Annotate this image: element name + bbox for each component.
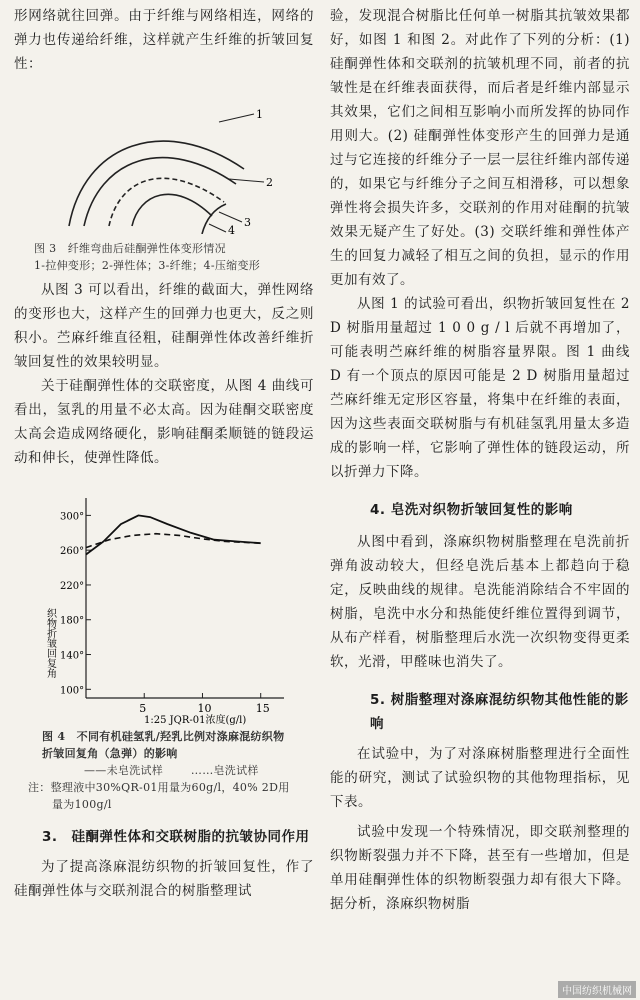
fig3-caption: 图 3 纤维弯曲后硅酮弹性体变形情况 <box>34 242 226 255</box>
fig3-outer-arc <box>69 141 244 226</box>
right-top-paragraph: 验，发现混合树脂比任何单一树脂其抗皱效果都好，如图 1 和图 2。对此作了下列的分析：(1) 硅酮弹性体和交联剂的抗皱机理不同，前者的抗皱性是在纤维表面获得，而后者是纤维内部显示其效果，它们之间相互影响小而所发挥的协同作用则大。(2) 硅酮弹性体变形产生的回弹力是通过与它连接的纤维分子一层一层往纤维内部传递的，如果它与纤维分子之间互相滑移，可以想象弹性将会损失许多，交联剂的作用对硅酮的抗皱效果无疑产生了好处。(3) 交联纤维和弹性体产生的回复力减轻了相互之间的负担，显示的作用更加有效了。 <box>330 8 630 288</box>
legend-dashed: ……皂洗试样 <box>190 764 259 777</box>
fig3-inner-dashed-arc <box>109 178 224 226</box>
x-tick-label: 15 <box>255 702 270 715</box>
fig3-fiber-end <box>202 204 226 234</box>
x-tick-label: 5 <box>139 702 147 715</box>
y-tick-label: 140° <box>60 650 85 662</box>
legend-solid: ——未皂洗试样 <box>84 764 164 777</box>
figure-4 <box>14 488 314 728</box>
fig3-label-1: 1 <box>256 108 263 121</box>
fig4-note-line1: 注：整理液中30%QR-01用量为60g/l，40% 2D用 <box>28 781 290 794</box>
fig3-label-4: 4 <box>228 224 235 234</box>
y-tick-label: 220° <box>60 580 85 592</box>
y-tick-label: 100° <box>60 685 85 697</box>
section-3-title: 3. 硅酮弹性体和交联树脂的抗皱协同作用 <box>42 829 310 845</box>
right-paragraph-2: 从图 1 的试验可看出，织物折皱回复性在 2 D 树脂用量超过 1 0 0 g / l 后就不再增加了，可能表明苎麻纤维的树脂容量界限。图 1 曲线 D 有一个顶点的原因可能是 2 D 树脂用量超过苎麻纤维无定形区容量，将集中在纤维的表面，因为这些表面交联树脂与有机硅氢乳用量太多造成的影响一样，它影响了弹性体的链段运动，所以折弹力下降。 <box>330 296 630 480</box>
right-paragraph-5: 试验中发现一个特殊情况，即交联剂整理的织物断裂强力并不下降，甚至有一些增加，但是单用硅酮弹性体的织物断裂强力却有很大下降。据分析，涤麻织物树脂 <box>330 824 630 912</box>
x-tick-label: 10 <box>197 702 212 715</box>
right-paragraph-4: 在试验中，为了对涤麻树脂整理进行全面性能的研究，测试了试验织物的其他物理指标，见下表。 <box>330 746 630 810</box>
y-axis-label: 织物折皱回复角 <box>44 608 56 678</box>
fig3-label-2: 2 <box>266 176 273 189</box>
section-5-title: 5. 树脂整理对涤麻混纺织物其他性能的影响 <box>370 692 629 732</box>
left-paragraph-3: 为了提高涤麻混纺织物的折皱回复性，作了硅酮弹性体与交联剂混合的树脂整理试 <box>14 859 314 899</box>
fig3-label-3: 3 <box>244 216 251 229</box>
fig4-note-line2: 量为100g/l <box>52 798 112 811</box>
fig4-legend <box>14 762 314 779</box>
fig3-inner-arc <box>132 194 212 226</box>
left-paragraph-2: 关于硅酮弹性体的交联密度，从图 4 曲线可看出，氢乳的用量不必太高。因为硅酮交联密度太高会造成网络硬化，影响硅酮柔顺链的链段运动和伸长，使弹性降低。 <box>14 378 314 466</box>
fig4-caption: 图 4 不同有机硅氢乳/羟乳比例对涤麻混纺织物折皱回复角（急弹）的影响 <box>42 730 285 760</box>
right-column <box>330 0 630 916</box>
figure-3-diagram <box>14 84 314 234</box>
left-paragraph-1: 从图 3 可以看出，纤维的截面大，弹性网络的变形也大，这样产生的回弹力也更大，反之则积小。苎麻纤维直径粗，硅酮弹性体改善纤维折皱回复性的效果较明显。 <box>14 282 314 370</box>
fig3-mid-arc <box>84 158 236 226</box>
x-axis-label: 1:25 JQR-01浓度(g/l) <box>144 715 247 726</box>
y-tick-label: 180° <box>60 615 85 627</box>
section-4-title: 4. 皂洗对织物折皱回复性的影响 <box>370 502 573 518</box>
right-paragraph-3: 从图中看到，涤麻织物树脂整理在皂洗前折弹角波动较大，但经皂洗后基本上都趋向于稳定，反映曲线的规律。皂洗能消除结合不牢固的树脂，皂洗中水分和热能使纤维位置得到调节，从布产样看，树脂整理后水洗一次织物变得更柔软，光滑，甲醛味也消失了。 <box>330 534 630 670</box>
left-column <box>14 0 314 903</box>
y-tick-label: 260° <box>60 546 85 558</box>
watermark: 中国纺织机械网 <box>558 981 636 998</box>
y-tick-label: 300° <box>60 511 85 523</box>
figure-4-chart <box>14 488 314 728</box>
left-top-paragraph: 形网络就往回弹。由于纤维与网络相连，网络的弹力也传递给纤维，这样就产生纤维的折皱回复性： <box>14 8 314 72</box>
figure-3 <box>14 84 314 234</box>
series-unwashed-line <box>86 515 261 554</box>
fig3-legend: 1-拉伸变形；2-弹性体；3-纤维；4-压缩变形 <box>34 259 261 272</box>
